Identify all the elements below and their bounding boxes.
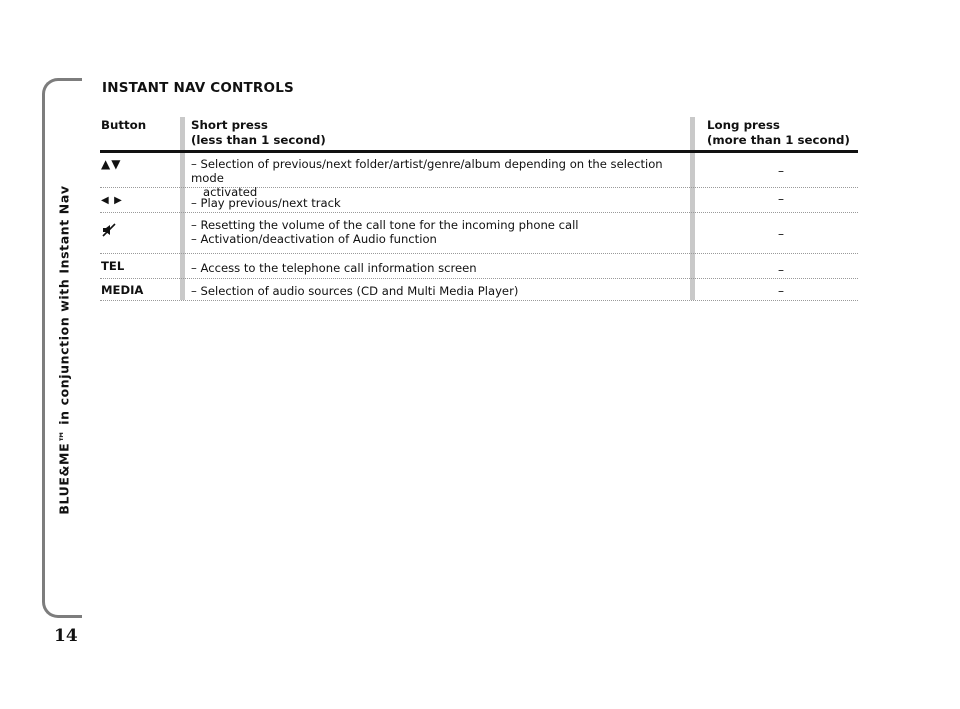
- header-long-line-1: Long press: [707, 118, 780, 132]
- short-press-line: – Play previous/next track: [191, 196, 341, 210]
- short-press-line: activated: [203, 185, 258, 199]
- row-long-press: –: [778, 164, 784, 178]
- header-short-line-1: Short press: [191, 118, 268, 132]
- header-long-line-2: (more than 1 second): [707, 133, 850, 147]
- header-short-line-2: (less than 1 second): [191, 133, 326, 147]
- header-button-label: Button: [101, 118, 147, 132]
- header-long-press: [707, 118, 850, 148]
- row-short-press: [191, 261, 691, 275]
- section-title: INSTANT NAV CONTROLS: [102, 80, 294, 96]
- table-row: [100, 254, 858, 279]
- left-right-arrows-icon: ◀ ▶: [101, 195, 123, 206]
- row-long-press: –: [778, 263, 784, 277]
- table-row: [100, 213, 858, 254]
- row-short-press: [191, 218, 691, 246]
- short-press-line: – Selection of audio sources (CD and Multi Media Player): [191, 284, 519, 298]
- row-long-press: –: [778, 227, 784, 241]
- tel-button-label: TEL: [101, 259, 125, 273]
- header-short-press: [191, 118, 326, 148]
- mute-icon-glyph: [101, 223, 117, 237]
- short-press-line: – Access to the telephone call information screen: [191, 261, 477, 275]
- table-row: [100, 153, 858, 199]
- short-press-line: – Resetting the volume of the call tone for the incoming phone call: [191, 218, 579, 232]
- short-press-line: – Activation/deactivation of Audio function: [191, 232, 437, 246]
- table-row: [100, 188, 858, 213]
- short-press-line: – Selection of previous/next folder/artist/genre/album depending on the selection mode: [191, 157, 663, 185]
- side-section-label: BLUE&ME™ in conjunction with Instant Nav: [56, 185, 72, 515]
- page-number: 14: [54, 626, 78, 646]
- header-button: [101, 118, 146, 133]
- table-row: [100, 279, 858, 301]
- mute-icon: [101, 223, 117, 240]
- row-short-press: [191, 284, 691, 298]
- row-long-press: –: [778, 284, 784, 298]
- row-long-press: –: [778, 192, 784, 206]
- row-short-press: [191, 196, 691, 210]
- up-down-arrows-icon: ▲▼: [101, 157, 122, 171]
- media-button-label: MEDIA: [101, 283, 144, 297]
